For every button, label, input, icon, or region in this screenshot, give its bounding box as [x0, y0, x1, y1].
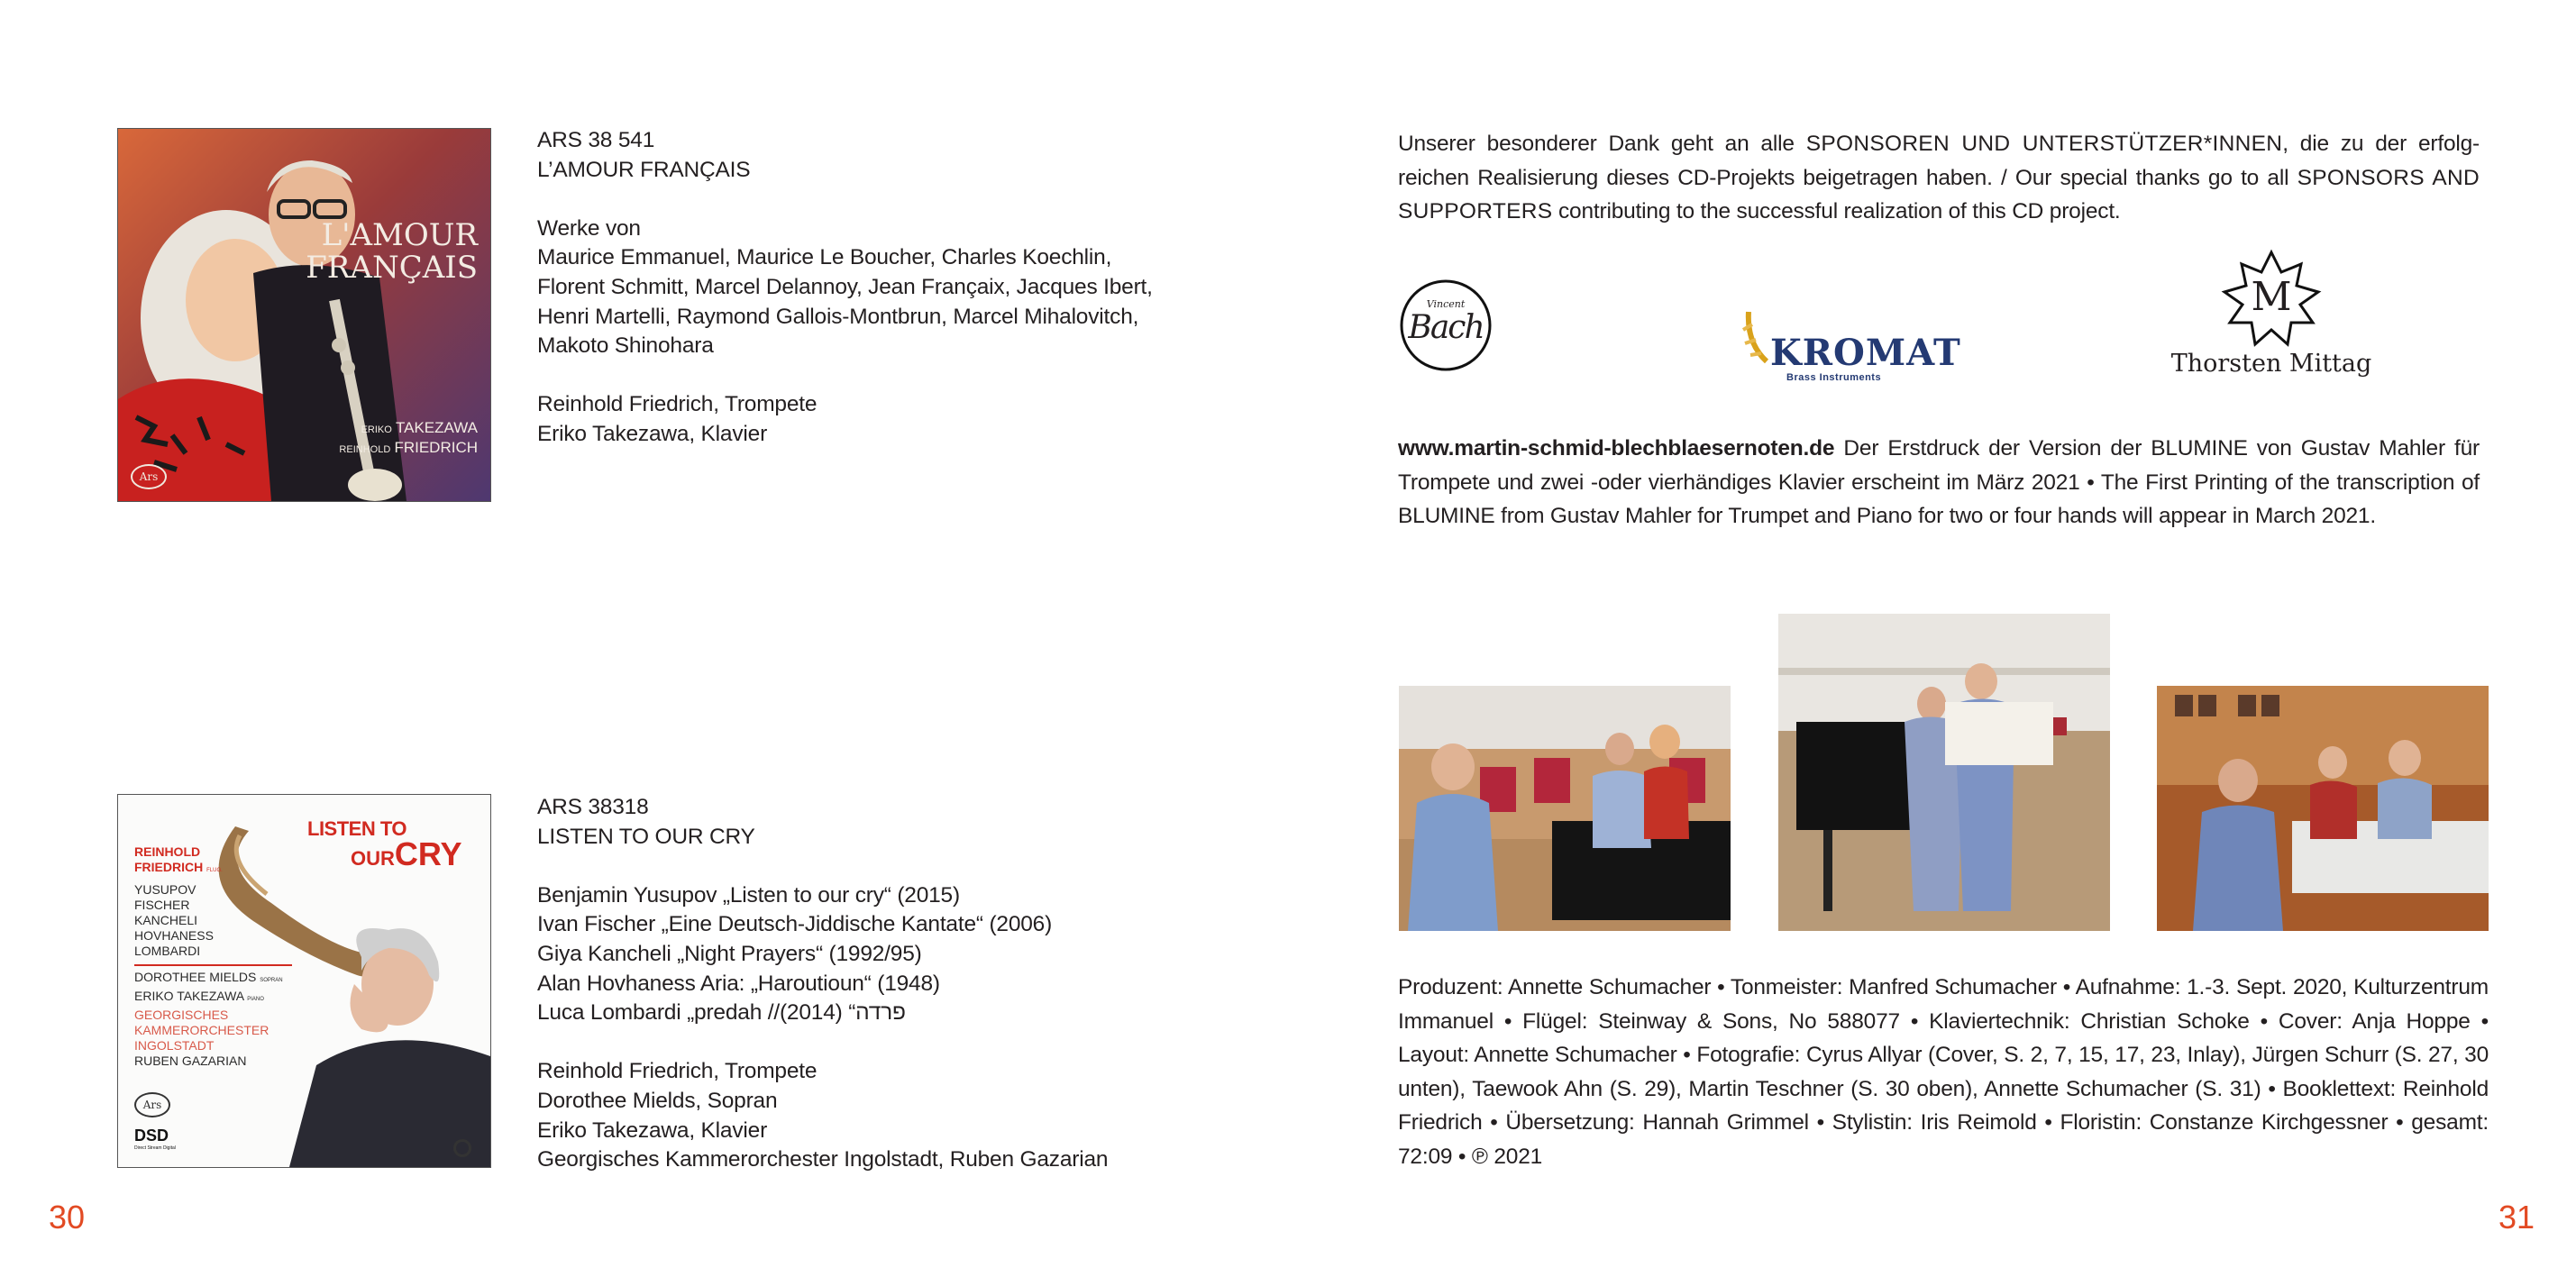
- cover2-credits: [134, 844, 292, 1069]
- page-number-left: 30: [49, 1199, 86, 1236]
- cover2-dsd-logo: DSD Direct Stream Digital: [134, 1126, 176, 1151]
- cover2-mields: DOROTHEE MIELDS SOPRAN: [134, 970, 283, 984]
- album2-line: Ivan Fischer „Eine Deutsch-Jiddische Kantate“ (2006): [537, 912, 1053, 937]
- cover-title-line2: FRANÇAIS: [306, 250, 478, 286]
- album1-info: [537, 126, 1153, 450]
- album1-lines: [537, 214, 1153, 450]
- studio-photo-3: [2157, 686, 2489, 931]
- cover2-title-line2: OURCRY: [351, 835, 462, 872]
- cover-title: [306, 219, 478, 284]
- blumine-line1: www.martin-schmid-blechblaesernoten.de Der Erstdruck der Version der BLUMINE von Gustav Mahler für: [1398, 436, 2480, 461]
- credits-line: Layout: Annette Schumacher • Fotografie: Cyrus Allyar (Cover, S. 2, 7, 15, 17, 23, Inlay), Jürgen Schurr (S. 27, 30: [1398, 1043, 2489, 1067]
- album1-catalog: ARS 38 541: [537, 128, 655, 152]
- album2-lines: [537, 881, 1108, 1175]
- cover2-title: [307, 816, 462, 874]
- cover2-takezawa: ERIKO TAKEZAWA PIANO: [134, 989, 264, 1003]
- sponsor-thanks: [1398, 127, 2480, 229]
- cover2-composer: HOVHANESS: [134, 928, 214, 943]
- cover2-orchestra: [134, 1008, 292, 1054]
- cover-title-line1: L'AMOUR: [321, 217, 478, 253]
- cover-artist-takezawa: ERIKO TAKEZAWA: [361, 419, 478, 436]
- album1-line: Makoto Shinohara: [537, 333, 714, 359]
- cover2-performer: REINHOLD FRIEDRICH FLUG.: [134, 844, 223, 874]
- cover2-orchestra-line: INGOLSTADT: [134, 1038, 215, 1053]
- album2-line: Luca Lombardi „predah //פרדה“ (2014): [537, 1000, 906, 1026]
- ars-label-logo: Ars: [131, 464, 167, 489]
- blumine-notice: [1398, 432, 2480, 534]
- album1-line: Reinhold Friedrich, Trompete: [537, 392, 818, 417]
- album1-line: Henri Martelli, Raymond Gallois-Montbrun, Marcel Mihalovitch,: [537, 304, 1139, 329]
- album-cover-listen-to-our-cry: [117, 794, 491, 1168]
- sacd-disc-icon: [453, 1139, 471, 1157]
- album1-line: [537, 361, 1153, 391]
- thanks-line3: SUPPORTERS contributing to the successful realization of this CD project.: [1398, 199, 2121, 223]
- album2-line: [537, 1028, 1108, 1058]
- credits-line: 72:09 • ℗ 2021: [1398, 1144, 1543, 1169]
- studio-photo-1: [1399, 686, 1731, 931]
- cover2-composer: YUSUPOV: [134, 882, 196, 897]
- album2-line: Alan Hovhaness Aria: „Haroutioun“ (1948): [537, 971, 940, 996]
- kromat-logo: KROMAT Brass Instruments: [1740, 294, 1947, 393]
- thanks-line1: Unserer besonderer Dank geht an alle SPONSOREN UND UNTERSTÜTZER*INNEN, die zu der erfolg-: [1398, 132, 2480, 156]
- album1-line: Florent Schmitt, Marcel Delannoy, Jean Françaix, Jacques Ibert,: [537, 274, 1153, 299]
- blumine-line3: BLUMINE from Gustav Mahler for Trumpet and Piano for two or four hands will appear in March 2021.: [1398, 504, 2376, 528]
- credits-line: Immanuel • Flügel: Steinway & Sons, No 588077 • Klaviertechnik: Christian Schoke • Cover: Anja Hoppe •: [1398, 1008, 2489, 1034]
- thanks-line2: reichen Realisierung dieses CD-Projekts beigetragen haben. / Our special thanks go to all SPONSORS AND: [1398, 165, 2480, 190]
- cover2-orchestra-line: GEORGISCHES: [134, 1008, 229, 1022]
- album1-line: Maurice Emmanuel, Maurice Le Boucher, Charles Koechlin,: [537, 245, 1112, 270]
- album1-line: Werke von: [537, 215, 641, 241]
- cover2-composer: FISCHER: [134, 898, 190, 912]
- cover2-composer: KANCHELI: [134, 913, 198, 927]
- cover2-title-line1: LISTEN TO: [307, 817, 406, 840]
- credits-line: Produzent: Annette Schumacher • Tonmeister: Manfred Schumacher • Aufnahme: 1.-3. Sept. 2020, Kulturzentrum: [1398, 975, 2489, 999]
- album1-title: L’AMOUR FRANÇAIS: [537, 157, 751, 182]
- cover-artists: [339, 419, 478, 459]
- cover2-divider: [134, 964, 292, 966]
- cover2-conductor: RUBEN GAZARIAN: [134, 1054, 247, 1068]
- studio-photo-2: [1778, 614, 2110, 931]
- album2-line: Dorothee Mields, Sopran: [537, 1088, 778, 1113]
- cover2-composers: [134, 882, 292, 959]
- credits-lines: [1398, 971, 2489, 1173]
- album2-line: Giya Kancheli „Night Prayers“ (1992/95): [537, 941, 922, 966]
- album2-info: [537, 793, 1108, 1175]
- thorsten-mittag-logo: M Thorsten Mittag: [2163, 249, 2380, 384]
- album2-line: Reinhold Friedrich, Trompete: [537, 1059, 818, 1084]
- page-number-right: 31: [2498, 1199, 2535, 1236]
- album2-catalog: ARS 38318: [537, 795, 649, 819]
- credits-line: unten), Taewook Ahn (S. 29), Martin Teschner (S. 30 oben), Annette Schumacher (S. 31) • Booklettext: Reinhold: [1398, 1076, 2489, 1101]
- album2-line: Benjamin Yusupov „Listen to our cry“ (2015): [537, 882, 960, 908]
- album2-title: LISTEN TO OUR CRY: [537, 824, 755, 849]
- production-credits: [1398, 971, 2489, 1173]
- publisher-link[interactable]: www.martin-schmid-blechblaesernoten.de: [1398, 436, 1835, 461]
- album-cover-lamour-francais: [117, 128, 491, 502]
- blumine-line2: Trompete und zwei -oder vierhändiges Klavier erscheint im März 2021 • The First Printing of the transcription of: [1398, 470, 2480, 495]
- cover2-orchestra-line: KAMMERORCHESTER: [134, 1023, 269, 1037]
- cover-artist-friedrich: REINHOLD FRIEDRICH: [339, 439, 478, 456]
- vincent-bach-logo: Vincent Bach: [1399, 278, 1493, 372]
- credits-line: Friedrich • Übersetzung: Hannah Grimmel • Stylistin: Iris Reimold • Floristin: Constanze Kirchgessner • gesamt:: [1398, 1110, 2489, 1135]
- cover2-composer: LOMBARDI: [134, 944, 201, 958]
- album1-line: Eriko Takezawa, Klavier: [537, 421, 768, 446]
- album2-line: Georgisches Kammerorchester Ingolstadt, Ruben Gazarian: [537, 1147, 1109, 1172]
- cover2-ars-logo: Ars: [134, 1092, 170, 1117]
- album2-line: Eriko Takezawa, Klavier: [537, 1117, 768, 1143]
